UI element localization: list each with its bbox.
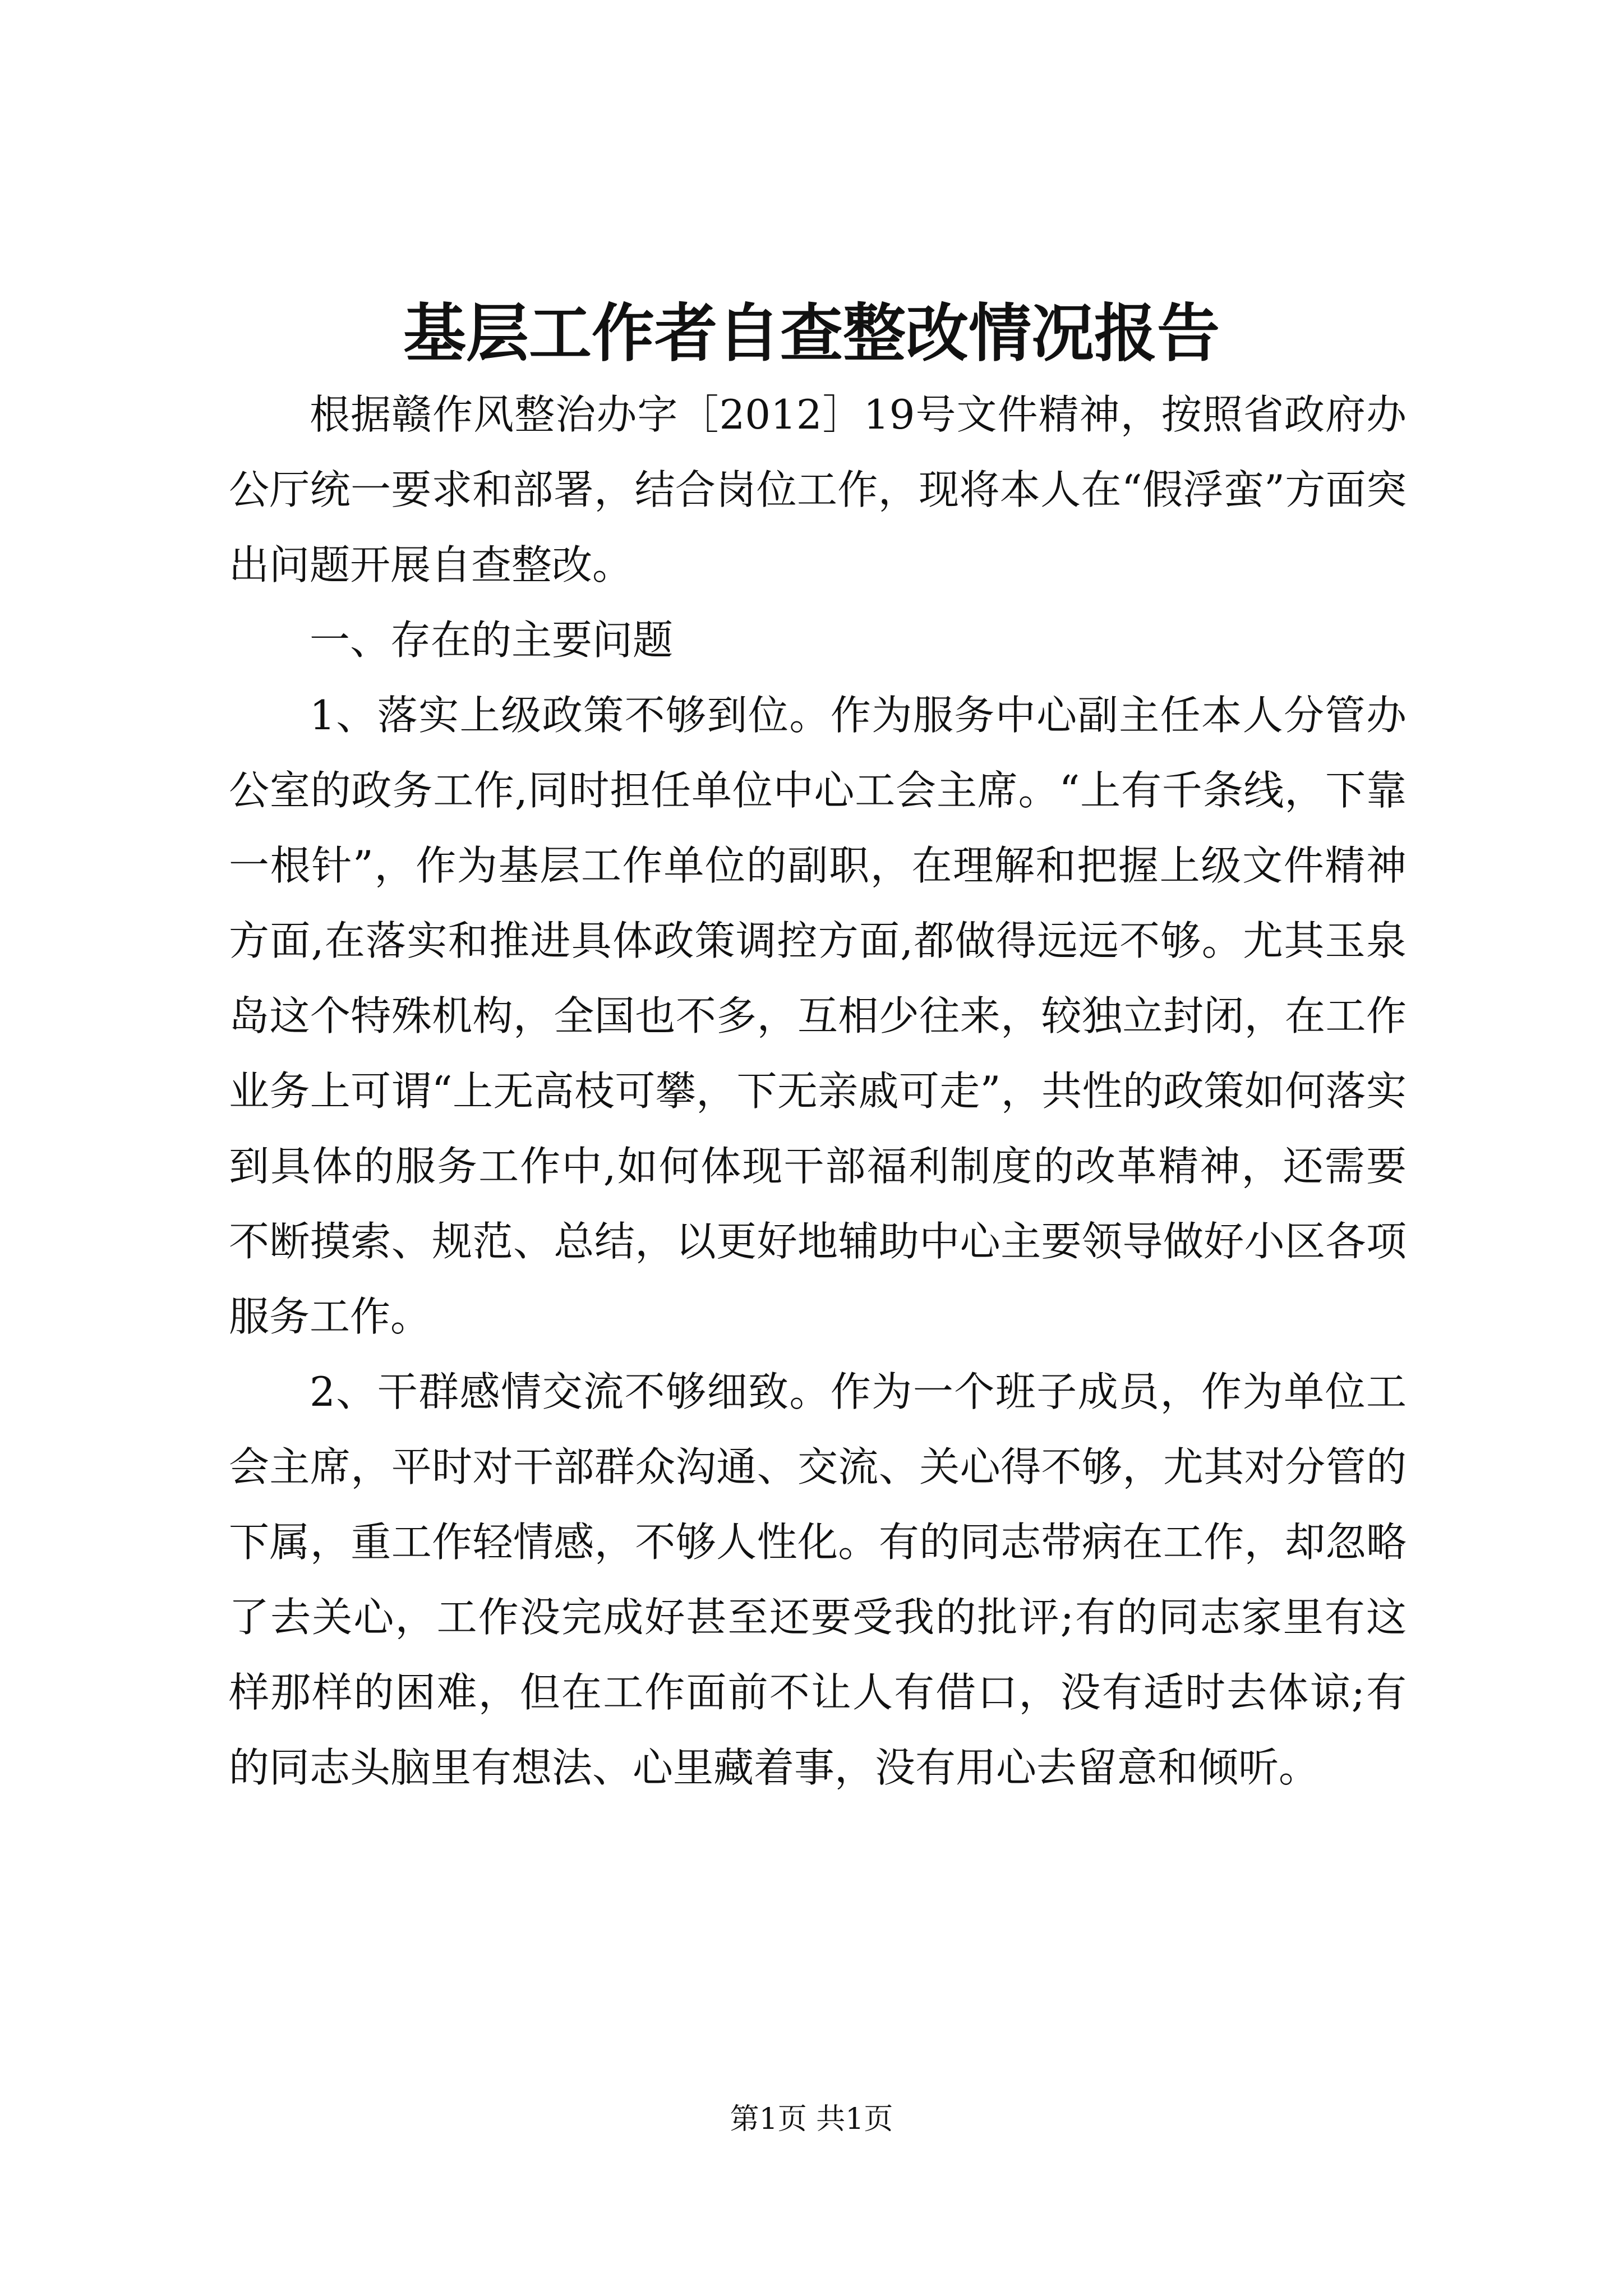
document-title: 基层工作者自查整改情况报告	[403, 297, 1220, 370]
section-heading: 一、存在的主要问题	[310, 616, 674, 664]
paragraph-issue-1: 1、落实上级政策不够到位。作为服务中心副主任本人分管办公室的政务工作,同时担任单位中心工会主席。“上有千条线，下靠一根针”，作为基层工作单位的副职，在理解和把握上级文件精神方面,在落实和推进具体政策调控方面,都做得远远不够。尤其玉泉岛这个特殊机构，全国也不多，互相少往来，较独立封闭，在工作业务上可谓“上无高枝可攀，下无亲戚可走”，共性的政策如何落实到具体的服务工作中,如何体现干部福利制度的改革精神，还需要不断摸索、规范、总结，以更好地辅助中心主要领导做好小区各项服务工作。	[229, 692, 1407, 1340]
document-body	[229, 377, 1407, 1805]
page-footer: 第1页 共1页	[730, 2102, 893, 2136]
paragraph-intro: 根据赣作风整治办字［2012］19号文件精神，按照省政府办公厅统一要求和部署，结合岗位工作，现将本人在“假浮蛮”方面突出问题开展自查整改。	[229, 391, 1407, 588]
paragraph-issue-2: 2、干群感情交流不够细致。作为一个班子成员，作为单位工会主席，平时对干部群众沟通、交流、关心得不够，尤其对分管的下属，重工作轻情感，不够人性化。有的同志带病在工作，却忽略了去关心，工作没完成好甚至还要受我的批评;有的同志家里有这样那样的困难，但在工作面前不让人有借口，没有适时去体谅;有的同志头脑里有想法、心里藏着事，没有用心去留意和倾听。	[229, 1368, 1407, 1791]
